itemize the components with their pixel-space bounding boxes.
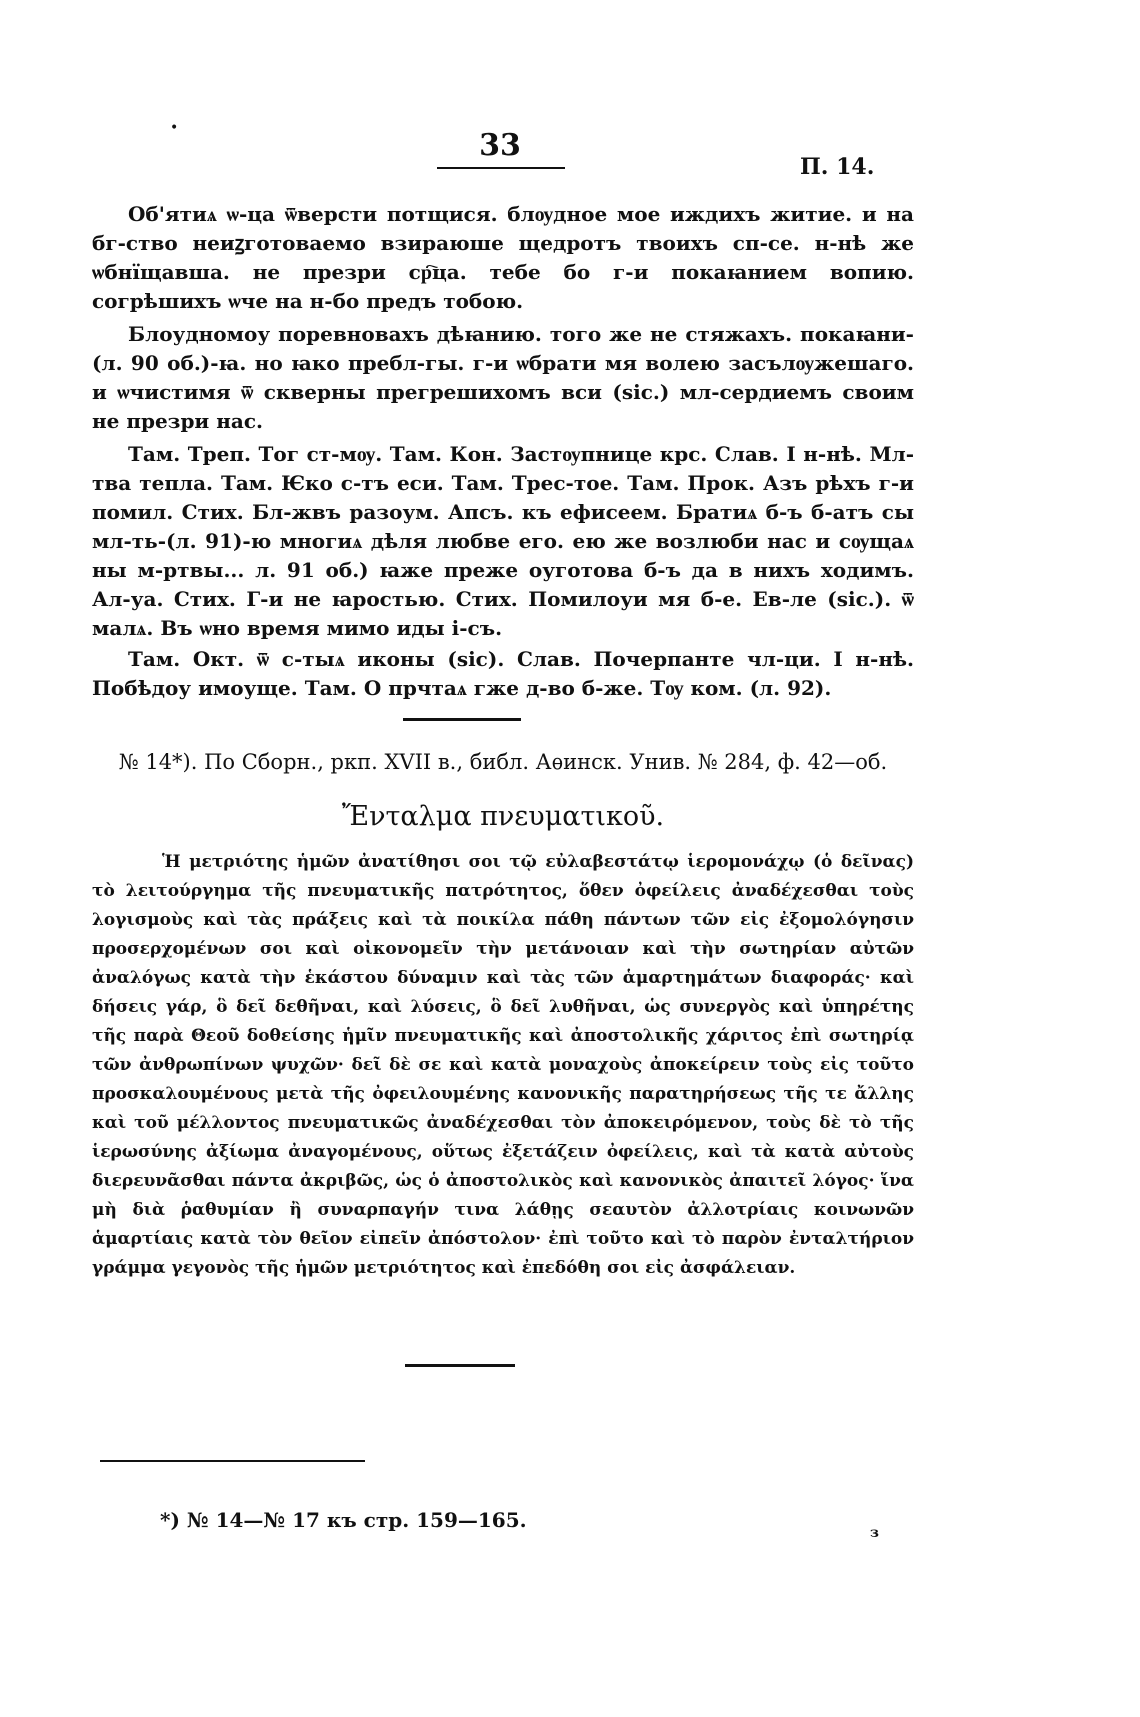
slavonic-text-block <box>92 200 914 703</box>
entry-heading: № 14*). По Сборн., ркп. XVII в., библ. Аѳинск. Унив. № 284, ф. 42—об. <box>118 750 888 774</box>
slavonic-paragraph-4: Там. Окт. ѿ с-тыѧ иконы (sic). Слав. Почерпанте чл-ци. І н-нѣ. Побѣдоу имоуще. Там. О прчтаѧ гже д-во б-же. Тѹ ком. (л. 92). <box>92 647 914 700</box>
footnote-rule <box>100 1460 365 1462</box>
slavonic-paragraph-3: Там. Треп. Тог ст-мѹ. Там. Кон. Застѹпнице крс. Слав. І н-нѣ. Мл-тва тепла. Там. Ѥко с-тъ еси. Там. Трес-тое. Там. Прок. Азъ рѣхъ г-и помил. Стих. Бл-жвъ разоум. Апсъ. къ ефисеем. Братиѧ б-ъ б-атъ сы мл-ть-(л. 91)-ю многиѧ дѣля любве его. ею же возлюби нас и сѹщаѧ ны м-ртвы... л. 91 об.) ꙗже преже оуготова б-ъ да в нихъ ходимъ. Ал-уа. Стих. Г-и не ꙗростью. Стих. Помилоуи мя б-е. Ев-ле (sic.). ѿ малѧ. Въ ѡно время мимо иды і-съ. <box>92 442 914 640</box>
page-number-underline <box>437 167 565 169</box>
end-divider <box>405 1364 515 1367</box>
greek-title: Ἔνταλμα πνευματικοῦ. <box>341 801 665 832</box>
footnote: *) № 14—№ 17 къ стр. 159—165. <box>160 1508 527 1532</box>
greek-paragraph: Ἡ μετριότης ἡμῶν ἀνατίθησι σοι τῷ εὐλαβεστάτῳ ἱερομονάχῳ (ὁ δεῖνας) τὸ λειτούργημα τῆς πνευματικῆς πατρότητος, ὅθεν ὀφείλεις ἀναδέχεσθαι τοὺς λογισμοὺς καὶ τὰς πράξεις καὶ τὰ ποικίλα πάθη πάντων τῶν εἰς ἐξομολόγησιν προσερχομένων σοι καὶ οἰκονομεῖν τὴν μετάνοιαν καὶ τὴν σωτηρίαν αὐτῶν ἀναλόγως κατὰ τὴν ἑκάστου δύναμιν καὶ τὰς τῶν ἁμαρτημάτων διαφοράς· καὶ δήσεις γάρ, ὃ δεῖ δεθῆναι, καὶ λύσεις, ὃ δεῖ λυθῆναι, ὡς συνεργὸς καὶ ὑπηρέτης τῆς παρὰ Θεοῦ δοθείσης ἡμῖν πνευματικῆς καὶ ἀποστολικῆς χάριτος ἐπὶ σωτηρίᾳ τῶν ἀνθρωπίνων ψυχῶν· δεῖ δὲ σε καὶ κατὰ μοναχοὺς ἀποκείρειν τοὺς εἰς τοῦτο προσκαλουμένους μετὰ τῆς ὀφειλουμένης κανονικῆς παρατηρήσεως τῆς τε ἄλλης καὶ τοῦ μέλλοντος πνευματικῶς ἀναδέχεσθαι τὸν ἀποκειρόμενον, τοὺς δὲ τὸ τῆς ἱερωσύνης ἀξίωμα ἀναγομένους, οὕτως ἐξετάζειν ὀφείλεις, καὶ τὰ κατὰ αὐτοὺς διερευνᾶσθαι πάντα ἀκριβῶς, ὡς ὁ ἀποστολικὸς καὶ κανονικὸς ἀπαιτεῖ λόγος· ἵνα μὴ διὰ ῥαθυμίαν ἢ συναρπαγήν τινα λάθῃς σεαυτὸν ἀλλοτρίαις κοινωνῶν ἁμαρτίαις κατὰ τὸν θεῖον εἰπεῖν ἀπόστολον· ἐπὶ τοῦτο καὶ τὸ παρὸν ἐνταλτήριον γράμμα γεγονὸς τῆς ἡμῶν μετριότητος καὶ ἐπεδόθη σοι εἰς ἀσφάλειαν. <box>92 852 914 1278</box>
slavonic-paragraph-1: Об'ятиѧ ѡ-ца ѿверсти потщися. блѹдное мое иждихъ житие. и на бг-ство неиꙁготоваемо взираюше щедротъ твоихъ сп-се. н-нѣ же ѡбнїщавша. не презри ср҇ца. тебе бо г-и покаꙗнием вопию. согрѣшихъ ѡче на н-бо предъ тобою. <box>92 202 914 313</box>
signature-mark: з <box>870 1525 879 1541</box>
page-number: 33 <box>479 128 521 163</box>
section-divider <box>403 718 521 721</box>
greek-text-block <box>92 848 914 1283</box>
slavonic-paragraph-2: Блоудномоу поревновахъ дѣꙗнию. того же не стяжахъ. покаꙗни-(л. 90 об.)-ꙗ. но ꙗко пребл-гы. г-и ѡбрати мя волею засълѹжешаго. и ѡчистимя ѿ скверны прегрешихомъ вси (sic.) мл-сердиемъ своим не презри нас. <box>92 322 914 433</box>
margin-bullet: • <box>170 120 179 136</box>
section-id: П. 14. <box>800 154 875 180</box>
